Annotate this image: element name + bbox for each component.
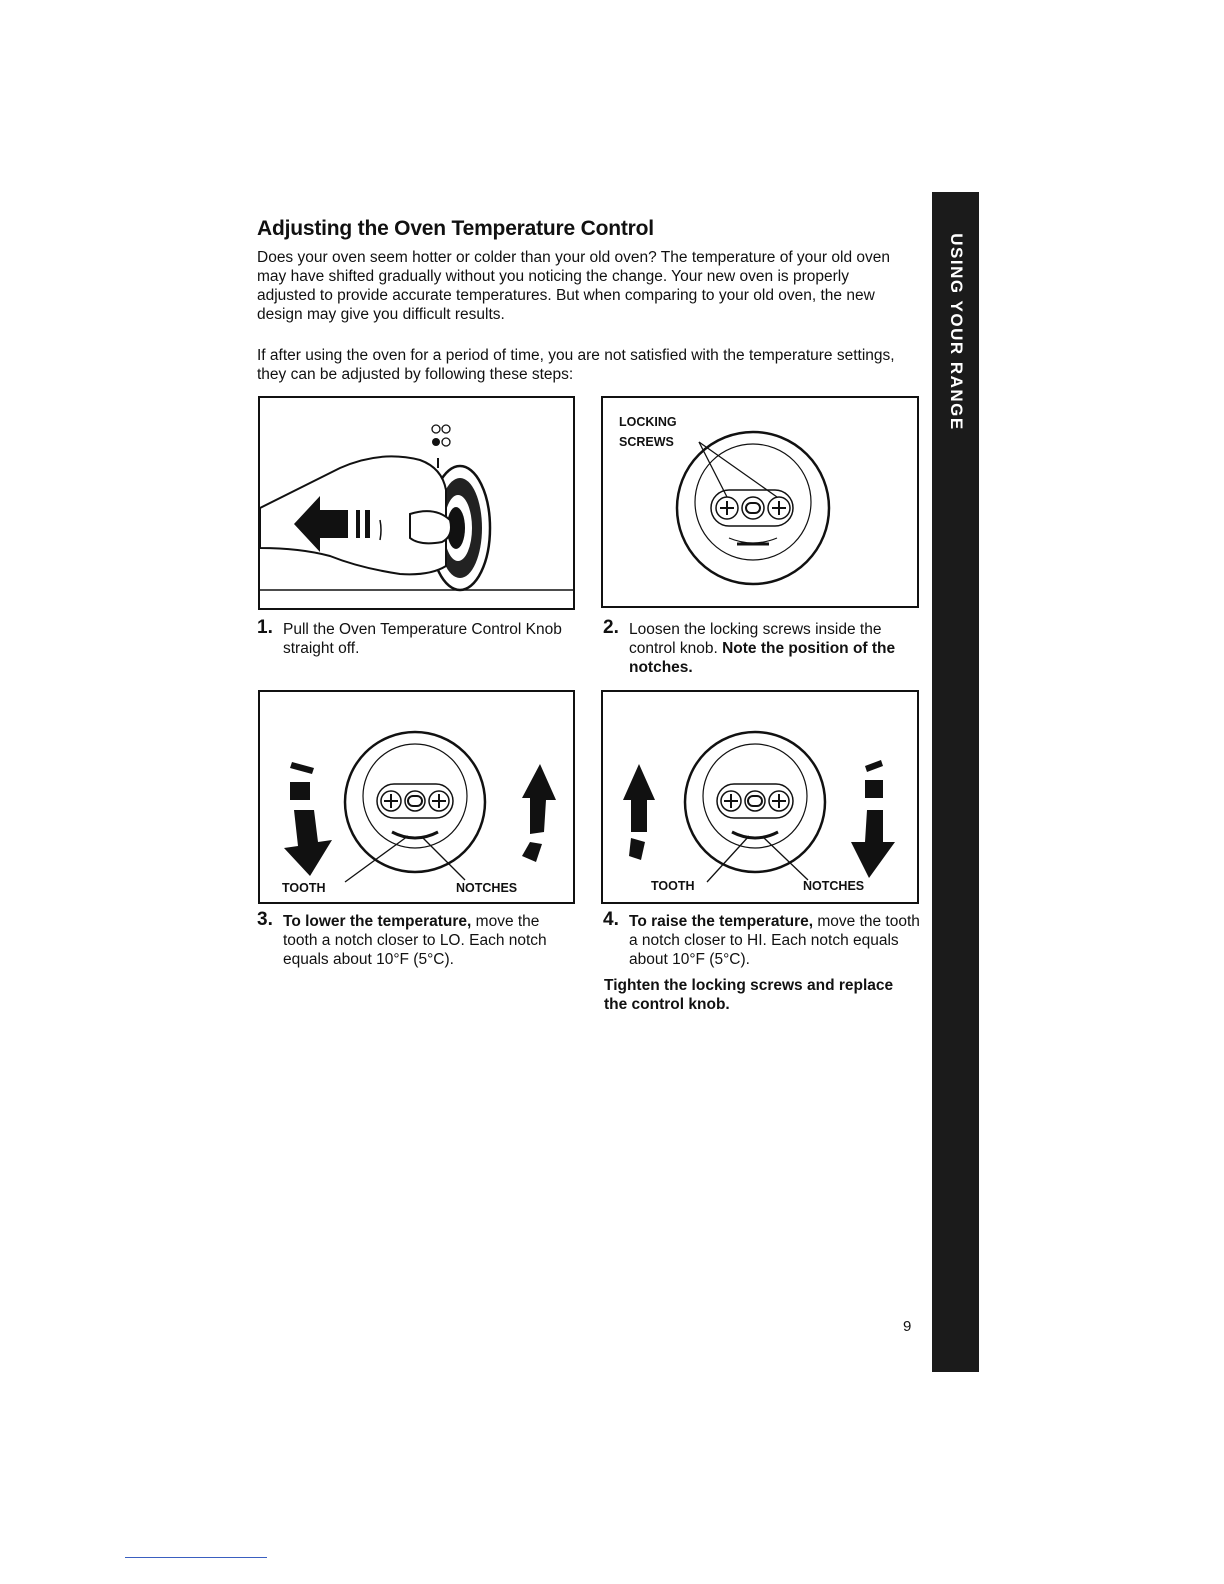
step-emphasis: Note the position of the notches. <box>629 640 896 676</box>
locking-label: LOCKING <box>619 415 677 429</box>
section-side-tab <box>932 192 979 1372</box>
step-2 <box>603 617 923 677</box>
lower-temperature-illustration <box>260 692 573 902</box>
side-tab-label: USING YOUR RANGE <box>946 233 966 431</box>
step-3 <box>257 909 577 969</box>
step-emphasis: To lower the temperature, <box>283 913 472 930</box>
step-number: 4. <box>603 909 619 930</box>
raise-temperature-illustration <box>603 692 917 902</box>
figure-locking-screws <box>601 396 919 608</box>
step-1 <box>257 617 577 658</box>
footer-rule <box>125 1557 267 1558</box>
page-title: Adjusting the Oven Temperature Control <box>257 217 654 240</box>
locking-screws-illustration <box>603 398 917 606</box>
intro-paragraph-2: If after using the oven for a period of time, you are not satisfied with the temperature settings, they can be adjusted by following these steps: <box>257 347 895 383</box>
tooth-label: TOOTH <box>282 881 326 895</box>
pull-knob-illustration <box>260 398 573 608</box>
step-text: Pull the Oven Temperature Control Knob straight off. <box>283 621 562 657</box>
tooth-label: TOOTH <box>651 879 695 893</box>
step-emphasis: To raise the temperature, <box>629 913 814 930</box>
figure-pull-knob <box>258 396 575 610</box>
step-text: Loosen the locking screws inside the control knob. <box>629 621 882 657</box>
figure-raise-temperature <box>601 690 919 904</box>
intro-paragraph-1: Does your oven seem hotter or colder than your old oven? The temperature of your old oven may have shifted gradually without you noticing the change. Your new oven is properly adjusted to provide accurate temperatures. But when comparing to your old oven, the new design may give you difficult results. <box>257 249 890 323</box>
step-number: 1. <box>257 617 273 638</box>
screws-label: SCREWS <box>619 435 674 449</box>
step-text: move the tooth a notch closer to HI. Each notch equals about 10°F (5°C). <box>629 913 920 968</box>
step-number: 3. <box>257 909 273 930</box>
final-note: Tighten the locking screws and replace the control knob. <box>604 977 894 1013</box>
step-number: 2. <box>603 617 619 638</box>
figure-lower-temperature <box>258 690 575 904</box>
notches-label: NOTCHES <box>456 881 518 895</box>
step-text: move the tooth a notch closer to LO. Each notch equals about 10°F (5°C). <box>283 913 547 968</box>
step-4 <box>603 909 923 969</box>
notches-label: NOTCHES <box>803 879 865 893</box>
page-number: 9 <box>903 1318 912 1335</box>
